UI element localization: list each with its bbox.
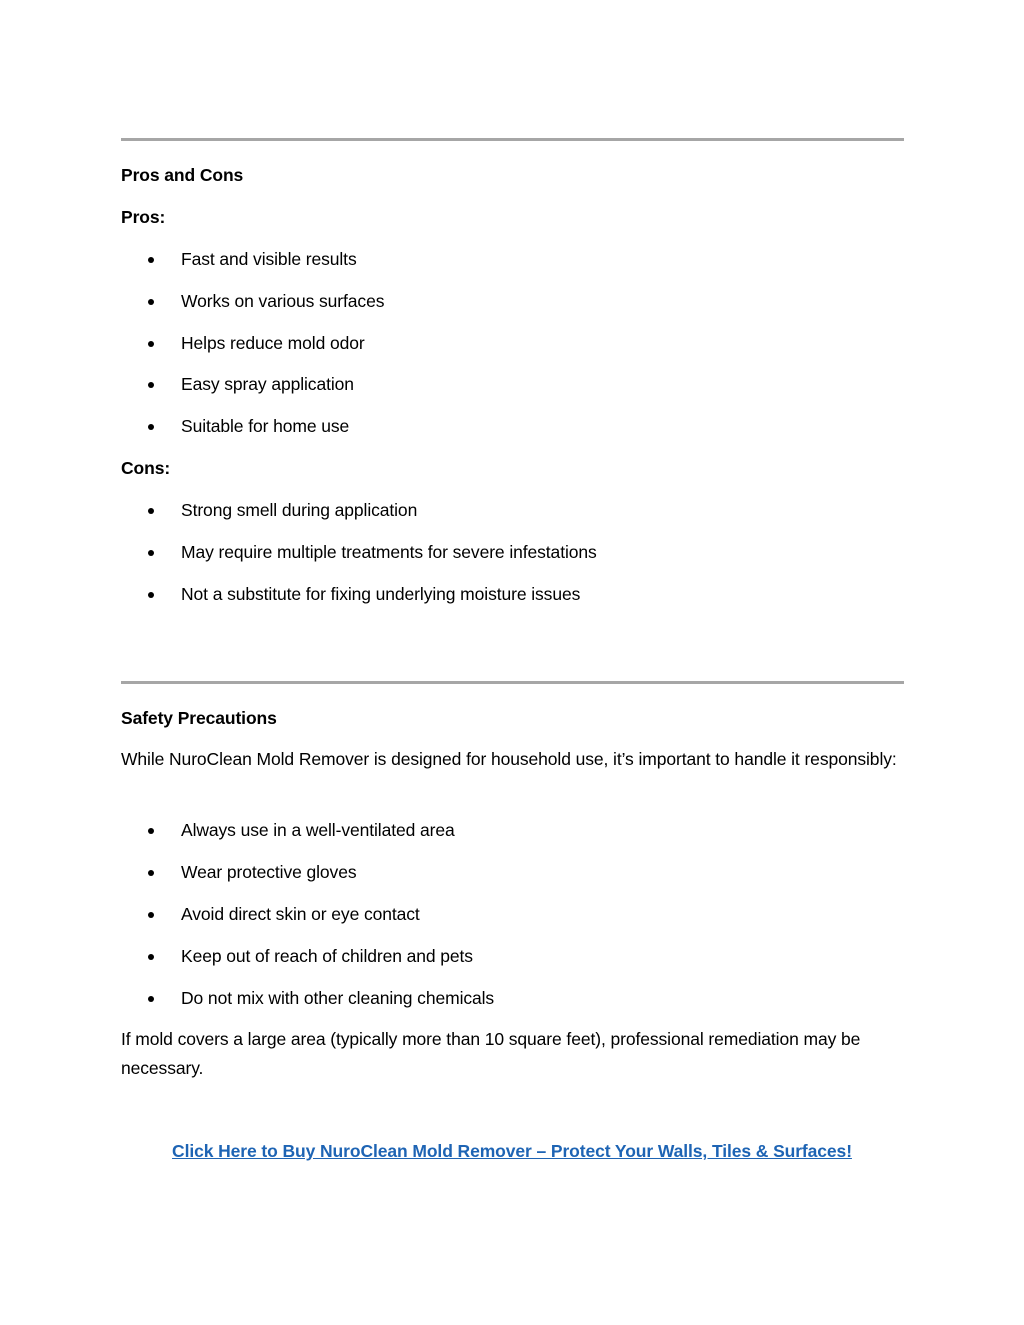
bullet-icon	[148, 870, 154, 876]
section-heading-safety: Safety Precautions	[121, 708, 277, 728]
bullet-icon	[148, 550, 154, 556]
bullet-icon	[148, 341, 154, 347]
bullet-icon	[148, 828, 154, 834]
bullet-icon	[148, 592, 154, 598]
cons-label: Cons:	[121, 458, 171, 478]
bullet-icon	[148, 257, 154, 263]
bullet-icon	[148, 299, 154, 305]
bullet-icon	[148, 954, 154, 960]
section-heading-pros-cons: Pros and Cons	[121, 165, 244, 185]
safety-intro: While NuroClean Mold Remover is designed for household use, it’s important to handle it responsibly:	[121, 749, 897, 769]
bullet-icon	[148, 912, 154, 918]
buy-link[interactable]: Click Here to Buy NuroClean Mold Remover – Protect Your Walls, Tiles & Surfaces!	[172, 1141, 852, 1161]
divider-middle	[121, 681, 904, 684]
bullet-icon	[148, 508, 154, 514]
divider-top	[121, 138, 904, 141]
pros-label: Pros:	[121, 207, 166, 227]
bullet-icon	[148, 996, 154, 1002]
bullet-icon	[148, 382, 154, 388]
safety-note: If mold covers a large area (typically more than 10 square feet), professional remediation may be necessary.	[121, 1029, 861, 1078]
bullet-icon	[148, 424, 154, 430]
